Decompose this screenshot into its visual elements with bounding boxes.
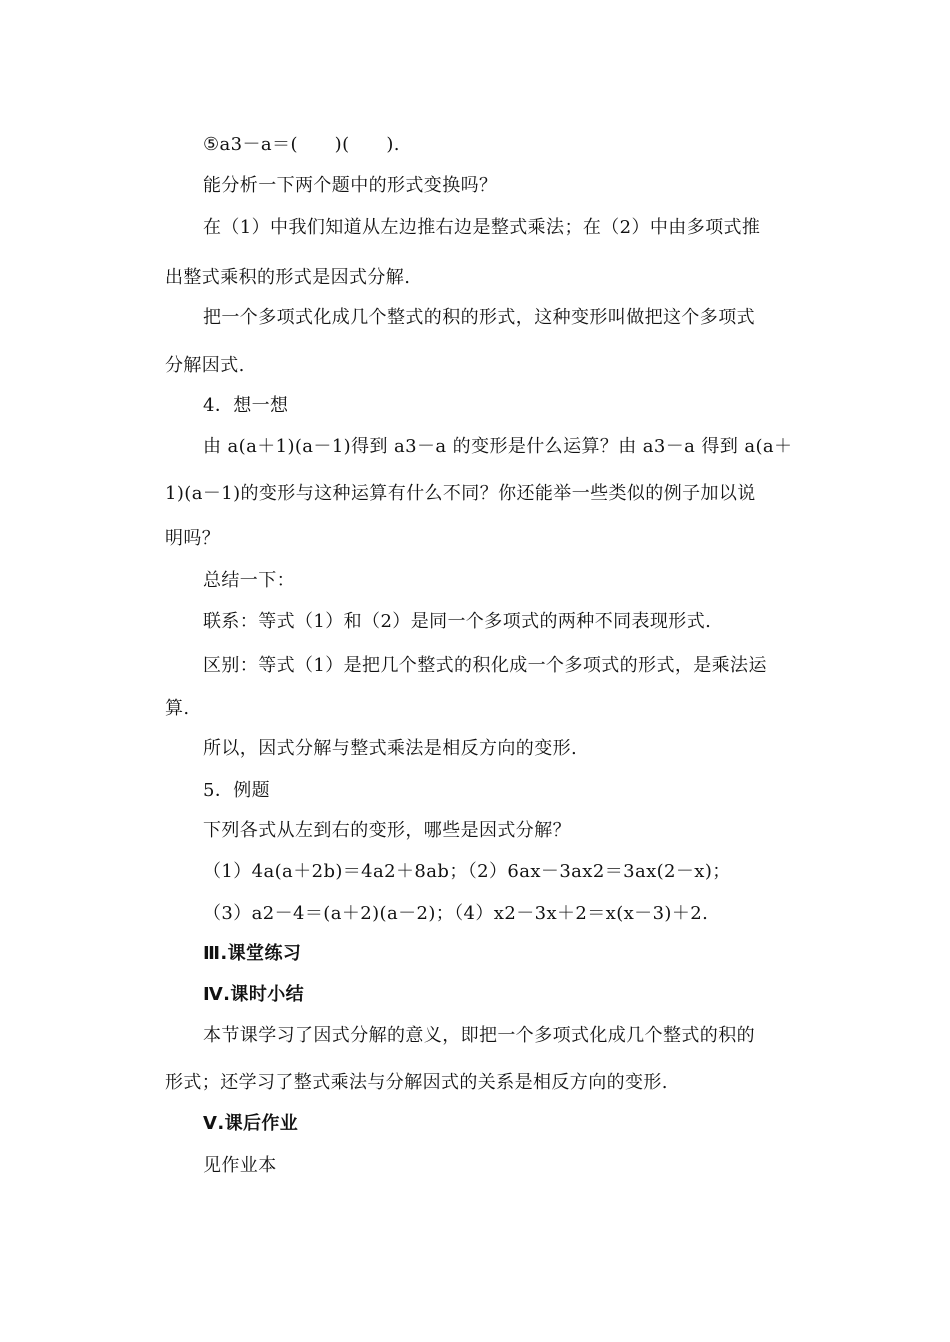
section-heading-summary: Ⅳ.课时小结 — [203, 984, 305, 1005]
conclusion-line: 所以，因式分解与整式乘法是相反方向的变形. — [203, 738, 578, 759]
summary-paragraph: 本节课学习了因式分解的意义，即把一个多项式化成几个整式的积的 — [203, 1025, 755, 1046]
paragraph-line: 由 a(a＋1)(a－1)得到 a3－a 的变形是什么运算？由 a3－a 得到 a(a＋ — [203, 436, 793, 457]
section-heading-example: 5．例题 — [203, 780, 271, 801]
blank-exercise-5: ⑤a3－a＝( )( ). — [203, 134, 400, 155]
section-heading-homework: Ⅴ.课后作业 — [203, 1113, 299, 1134]
summary-label: 总结一下： — [203, 570, 295, 591]
difference-line: 区别：等式（1）是把几个整式的积化成一个多项式的形式，是乘法运 — [203, 655, 767, 676]
paragraph-line: 出整式乘积的形式是因式分解. — [165, 267, 411, 288]
difference-line: 算. — [165, 698, 190, 719]
paragraph-line: 在（1）中我们知道从左边推右边是整式乘法；在（2）中由多项式推 — [203, 217, 761, 238]
definition-line: 分解因式. — [165, 355, 245, 376]
paragraph-line: 1)(a－1)的变形与这种运算有什么不同？你还能举一些类似的例子加以说 — [165, 483, 756, 504]
example-question: 下列各式从左到右的变形，哪些是因式分解？ — [203, 820, 571, 841]
paragraph-line: 明吗？ — [165, 528, 221, 549]
section-heading-practice: Ⅲ.课堂练习 — [203, 943, 302, 964]
section-heading-think: 4．想一想 — [203, 395, 289, 416]
summary-paragraph: 形式；还学习了整式乘法与分解因式的关系是相反方向的变形. — [165, 1072, 668, 1093]
example-items: （3）a2－4＝(a＋2)(a－2)；（4）x2－3x＋2＝x(x－3)＋2. — [203, 903, 709, 924]
homework-text: 见作业本 — [203, 1155, 277, 1176]
relation-line: 联系：等式（1）和（2）是同一个多项式的两种不同表现形式. — [203, 611, 712, 632]
example-items: （1）4a(a＋2b)＝4a2＋8ab；（2）6ax－3ax2＝3ax(2－x)； — [203, 861, 731, 882]
paragraph-line: 能分析一下两个题中的形式变换吗？ — [203, 175, 498, 196]
definition-line: 把一个多项式化成几个整式的积的形式，这种变形叫做把这个多项式 — [203, 307, 755, 328]
